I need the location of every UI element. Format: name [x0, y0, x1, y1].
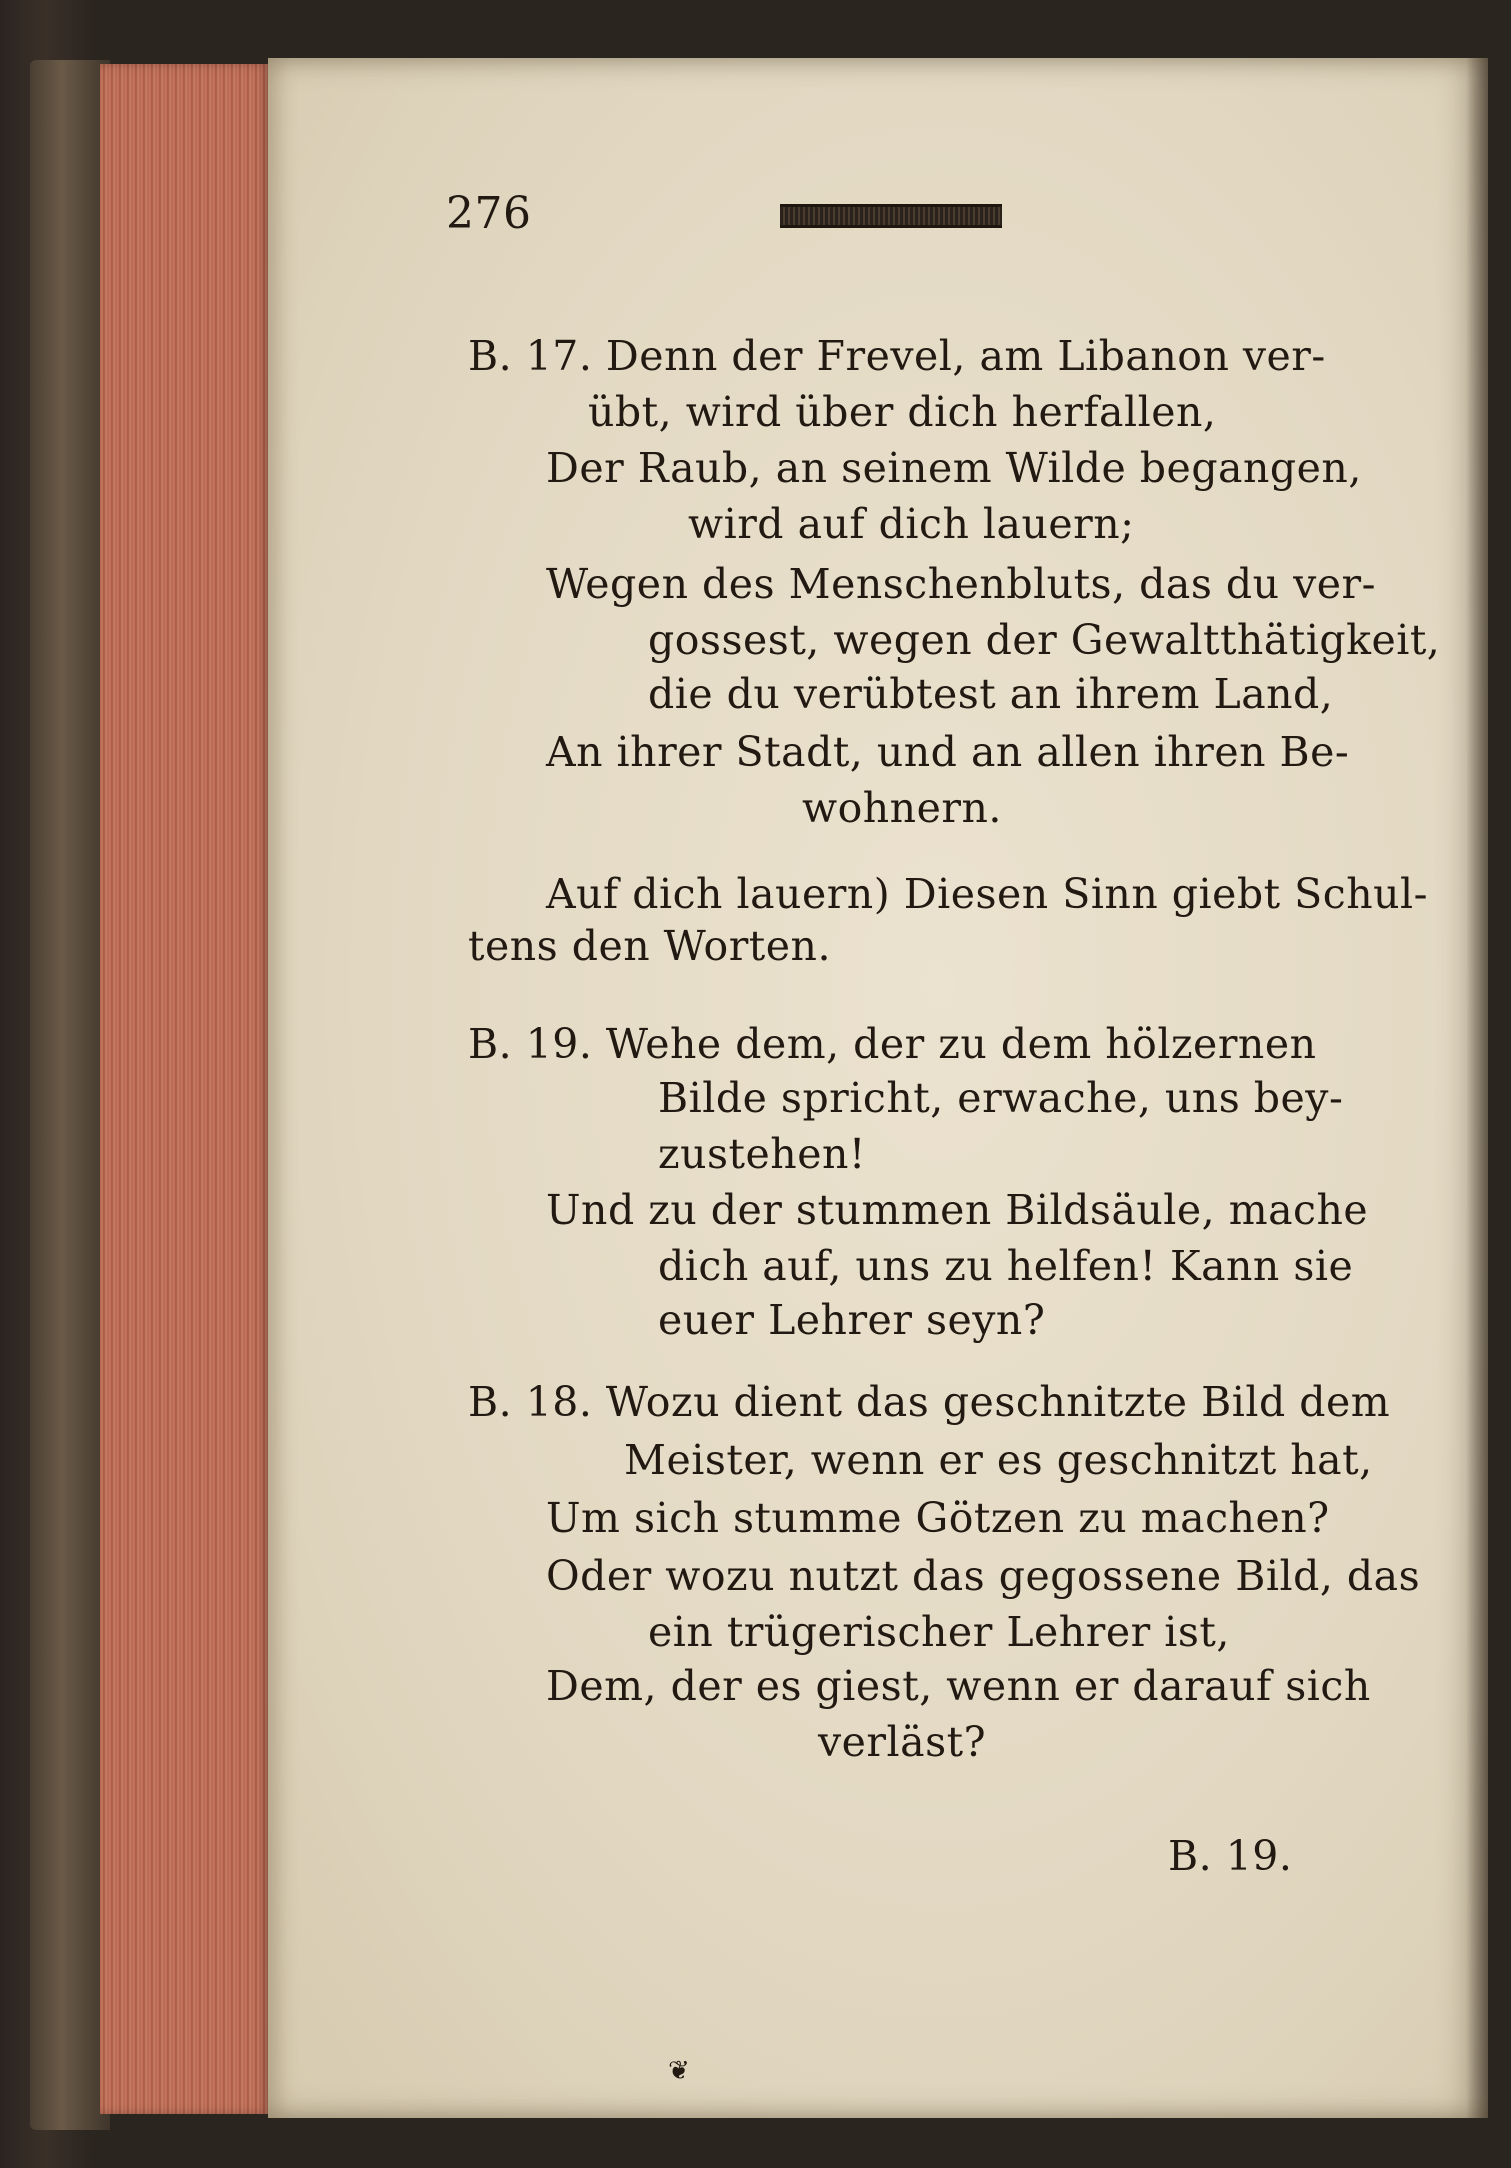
book-cover-edge [30, 60, 110, 2130]
verse-17-line-7: die du verübtest an ihrem Land, [648, 670, 1334, 718]
verse-18-line-1: B. 18. Wozu dient das geschnitzte Bild dem [468, 1378, 1391, 1426]
verse-19-line-5: dich auf, uns zu helfen! Kann sie [658, 1242, 1354, 1290]
verse-19-line-2: Bilde spricht, erwache, uns bey- [658, 1074, 1344, 1122]
verse-18-line-7: verläst? [818, 1718, 987, 1766]
fleuron-ornament-icon: ❦ [668, 2056, 691, 2086]
verse-19-line-4: Und zu der stummen Bildsäule, mache [546, 1186, 1369, 1234]
verse-19-line-3: zustehen! [658, 1130, 866, 1178]
verse-17-line-3: Der Raub, an seinem Wilde begangen, [546, 444, 1362, 492]
verse-19-line-1: B. 19. Wehe dem, der zu dem hölzernen [468, 1020, 1317, 1068]
page-gutter-shadow [1466, 58, 1488, 2118]
note-line-2: tens den Worten. [468, 922, 831, 970]
verse-17-line-6: gossest, wegen der Gewaltthätigkeit, [648, 616, 1441, 664]
verse-17-line-8: An ihrer Stadt, und an allen ihren Be- [546, 728, 1350, 776]
verse-17-line-1: B. 17. Denn der Frevel, am Libanon ver- [468, 332, 1326, 380]
verse-17-line-5: Wegen des Menschenbluts, das du ver- [546, 560, 1376, 608]
verse-18-line-6: Dem, der es giest, wenn er darauf sich [546, 1662, 1371, 1710]
catchword: B. 19. [1168, 1832, 1293, 1880]
verse-19-line-6: euer Lehrer seyn? [658, 1296, 1046, 1344]
book-page [268, 58, 1488, 2118]
page-number: 276 [446, 188, 532, 239]
verse-18-line-5: ein trügerischer Lehrer ist, [648, 1608, 1230, 1656]
verse-17-line-4: wird auf dich lauern; [688, 500, 1135, 548]
verse-17-line-9: wohnern. [802, 784, 1002, 832]
note-line-1: Auf dich lauern) Diesen Sinn giebt Schul- [546, 870, 1428, 918]
verse-18-line-4: Oder wozu nutzt das gegossene Bild, das [546, 1552, 1421, 1600]
verse-17-line-2: übt, wird über dich herfallen, [588, 388, 1217, 436]
verse-18-line-2: Meister, wenn er es geschnitzt hat, [624, 1436, 1373, 1484]
page-edges [100, 64, 270, 2114]
header-rule [780, 204, 1002, 228]
verse-18-line-3: Um sich stumme Götzen zu machen? [546, 1494, 1330, 1542]
